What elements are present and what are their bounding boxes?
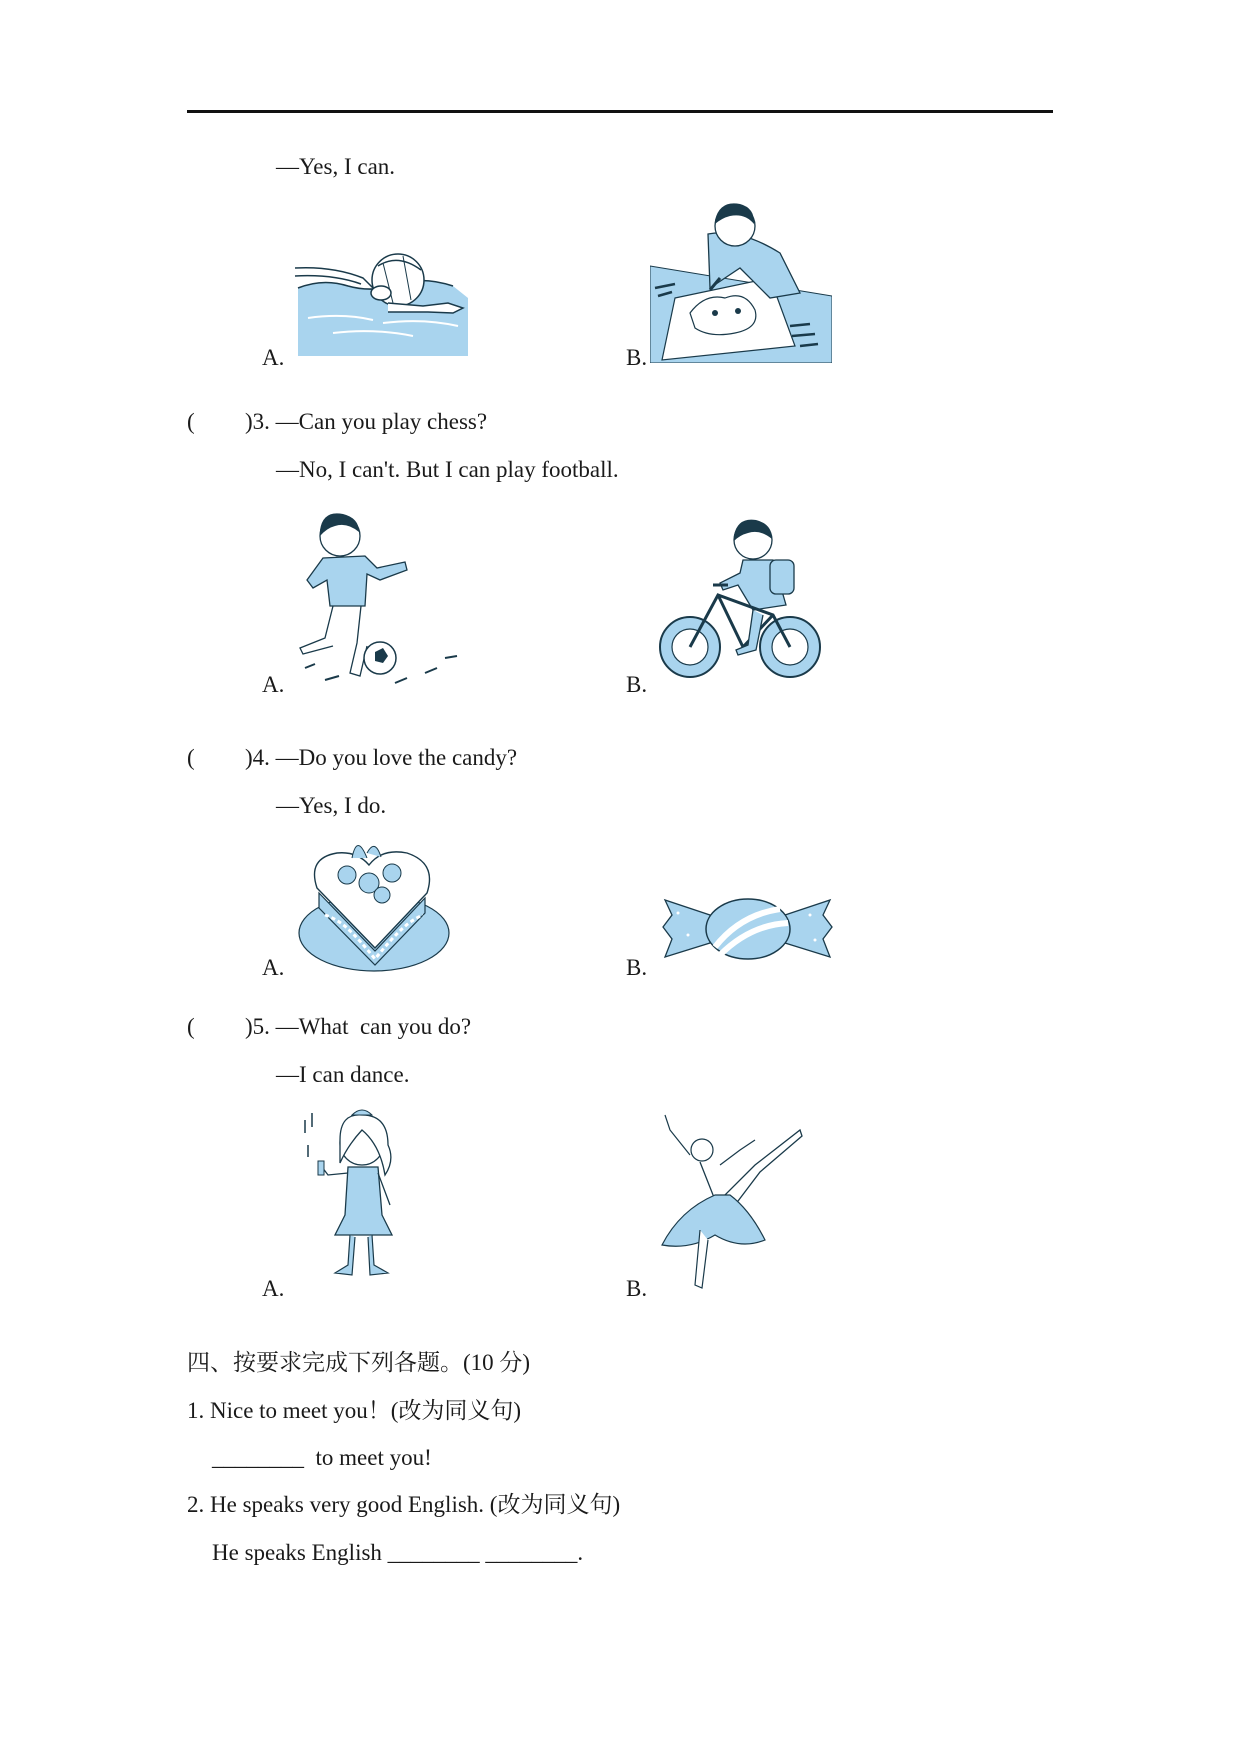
drawing-image[interactable] bbox=[650, 198, 832, 363]
header-rule bbox=[187, 110, 1053, 113]
q3-answer: —No, I can't. But I can play football. bbox=[276, 457, 619, 482]
q5-answer: —I can dance. bbox=[276, 1062, 410, 1087]
q5-option-b-label: B. bbox=[626, 1276, 648, 1301]
q3-option-a-label: A. bbox=[262, 672, 285, 697]
bicycle-image[interactable] bbox=[658, 515, 828, 690]
swimming-image[interactable] bbox=[293, 248, 473, 358]
q2-option-b-label: B. bbox=[626, 345, 648, 370]
q4-answer: —Yes, I do. bbox=[276, 793, 387, 818]
q2-answer: —Yes, I can. bbox=[276, 154, 396, 179]
q2-option-a-label: A. bbox=[262, 345, 285, 370]
q4-paren: ( bbox=[187, 745, 195, 770]
football-image[interactable] bbox=[295, 508, 465, 693]
q5-question: )5. —What can you do? bbox=[245, 1014, 472, 1039]
q3-paren: ( bbox=[187, 409, 195, 434]
q4-option-a-label: A. bbox=[262, 955, 285, 980]
heart-cake-image[interactable] bbox=[297, 833, 452, 973]
section4-item2: 2. He speaks very good English. (改为同义句) bbox=[187, 1492, 621, 1517]
q5-option-a-label: A. bbox=[262, 1276, 285, 1301]
ballet-dancer-image[interactable] bbox=[660, 1110, 810, 1295]
section4-title: 四、按要求完成下列各题。(10 分) bbox=[187, 1350, 531, 1375]
section4-item1: 1. Nice to meet you！(改为同义句) bbox=[187, 1398, 522, 1423]
candy-image[interactable] bbox=[660, 895, 835, 965]
q4-option-b-label: B. bbox=[626, 955, 648, 980]
q3-question: )3. —Can you play chess? bbox=[245, 409, 488, 434]
singing-girl-image[interactable] bbox=[300, 1105, 410, 1285]
section4-item1-fill[interactable]: ________ to meet you! bbox=[212, 1445, 432, 1470]
q5-paren: ( bbox=[187, 1014, 195, 1039]
q3-option-b-label: B. bbox=[626, 672, 648, 697]
section4-item2-fill[interactable]: He speaks English ________ ________. bbox=[212, 1540, 584, 1565]
q4-question: )4. —Do you love the candy? bbox=[245, 745, 518, 770]
